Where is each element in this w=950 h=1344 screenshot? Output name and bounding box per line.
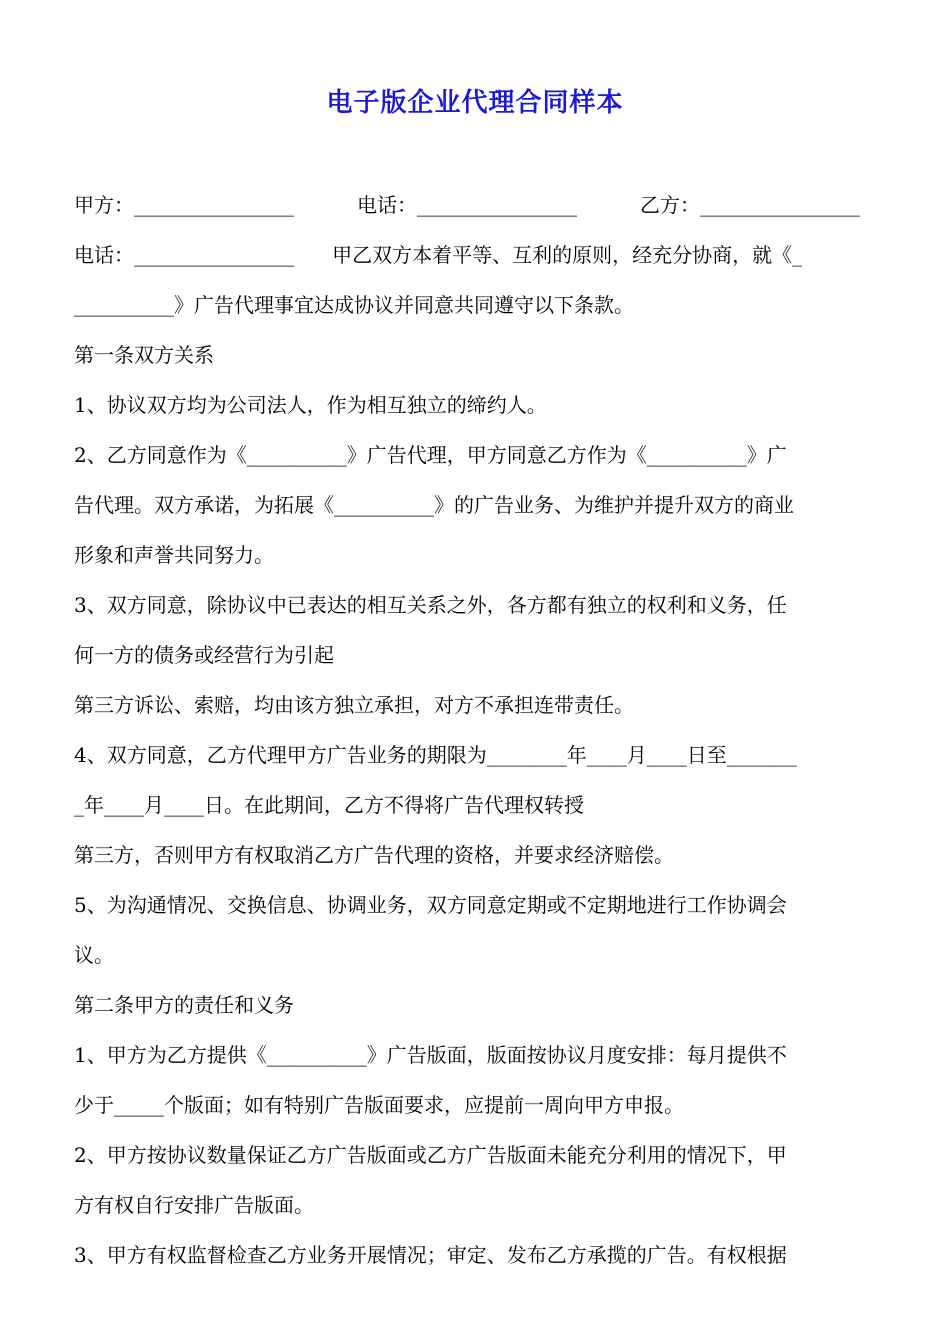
text-line: 议。: [74, 943, 114, 967]
text-line: 告代理。双方承诺，为拓展《__________》的广告业务、为维护并提升双方的商业: [74, 493, 794, 517]
party-b-field: 乙方：________________: [640, 193, 860, 217]
text-line: 2、甲方按协议数量保证乙方广告版面或乙方广告版面未能充分利用的情况下，甲: [74, 1143, 787, 1167]
text-line: 第三方，否则甲方有权取消乙方广告代理的资格，并要求经济赔偿。: [74, 843, 674, 867]
text-line: 少于_____个版面；如有特别广告版面要求，应提前一周向甲方申报。: [74, 1093, 684, 1117]
text-line: 3、甲方有权监督检查乙方业务开展情况；审定、发布乙方承揽的广告。有权根据: [74, 1243, 787, 1267]
document-title: 电子版企业代理合同样本: [326, 88, 624, 118]
text-line: __________》广告代理事宜达成协议并同意共同遵守以下条款。: [74, 293, 634, 317]
text-line: 1、协议双方均为公司法人，作为相互独立的缔约人。: [74, 393, 547, 417]
text-line: 何一方的债务或经营行为引起: [74, 643, 334, 667]
text-line: 1、甲方为乙方提供《__________》广告版面，版面按协议月度安排：每月提供不: [74, 1043, 787, 1067]
text-line: 形象和声誉共同努力。: [74, 543, 274, 567]
party-info-row: [74, 180, 878, 230]
phone-field: 电话：________________: [357, 193, 577, 217]
party-a-field: 甲方：________________: [74, 193, 294, 217]
text-line: 3、双方同意，除协议中已表达的相互关系之外，各方都有独立的权利和义务，任: [74, 593, 787, 617]
text-line: 4、双方同意，乙方代理甲方广告业务的期限为________年____月____日至_______: [74, 743, 797, 767]
text-line: 5、为沟通情况、交换信息、协调业务，双方同意定期或不定期地进行工作协调会: [74, 893, 787, 917]
text-line: _年____月____日。在此期间，乙方不得将广告代理权转授: [74, 793, 584, 817]
text-line: 电话：________________ 甲乙双方本着平等、互利的原则，经充分协商，就《_: [74, 243, 803, 267]
section-heading: 第一条双方关系: [74, 343, 214, 367]
section-heading: 第二条甲方的责任和义务: [74, 993, 294, 1017]
contract-body: [74, 230, 878, 1280]
text-line: 2、乙方同意作为《__________》广告代理，甲方同意乙方作为《__________》广: [74, 443, 787, 467]
text-line: 第三方诉讼、索赔，均由该方独立承担，对方不承担连带责任。: [74, 693, 634, 717]
text-line: 方有权自行安排广告版面。: [74, 1193, 314, 1217]
